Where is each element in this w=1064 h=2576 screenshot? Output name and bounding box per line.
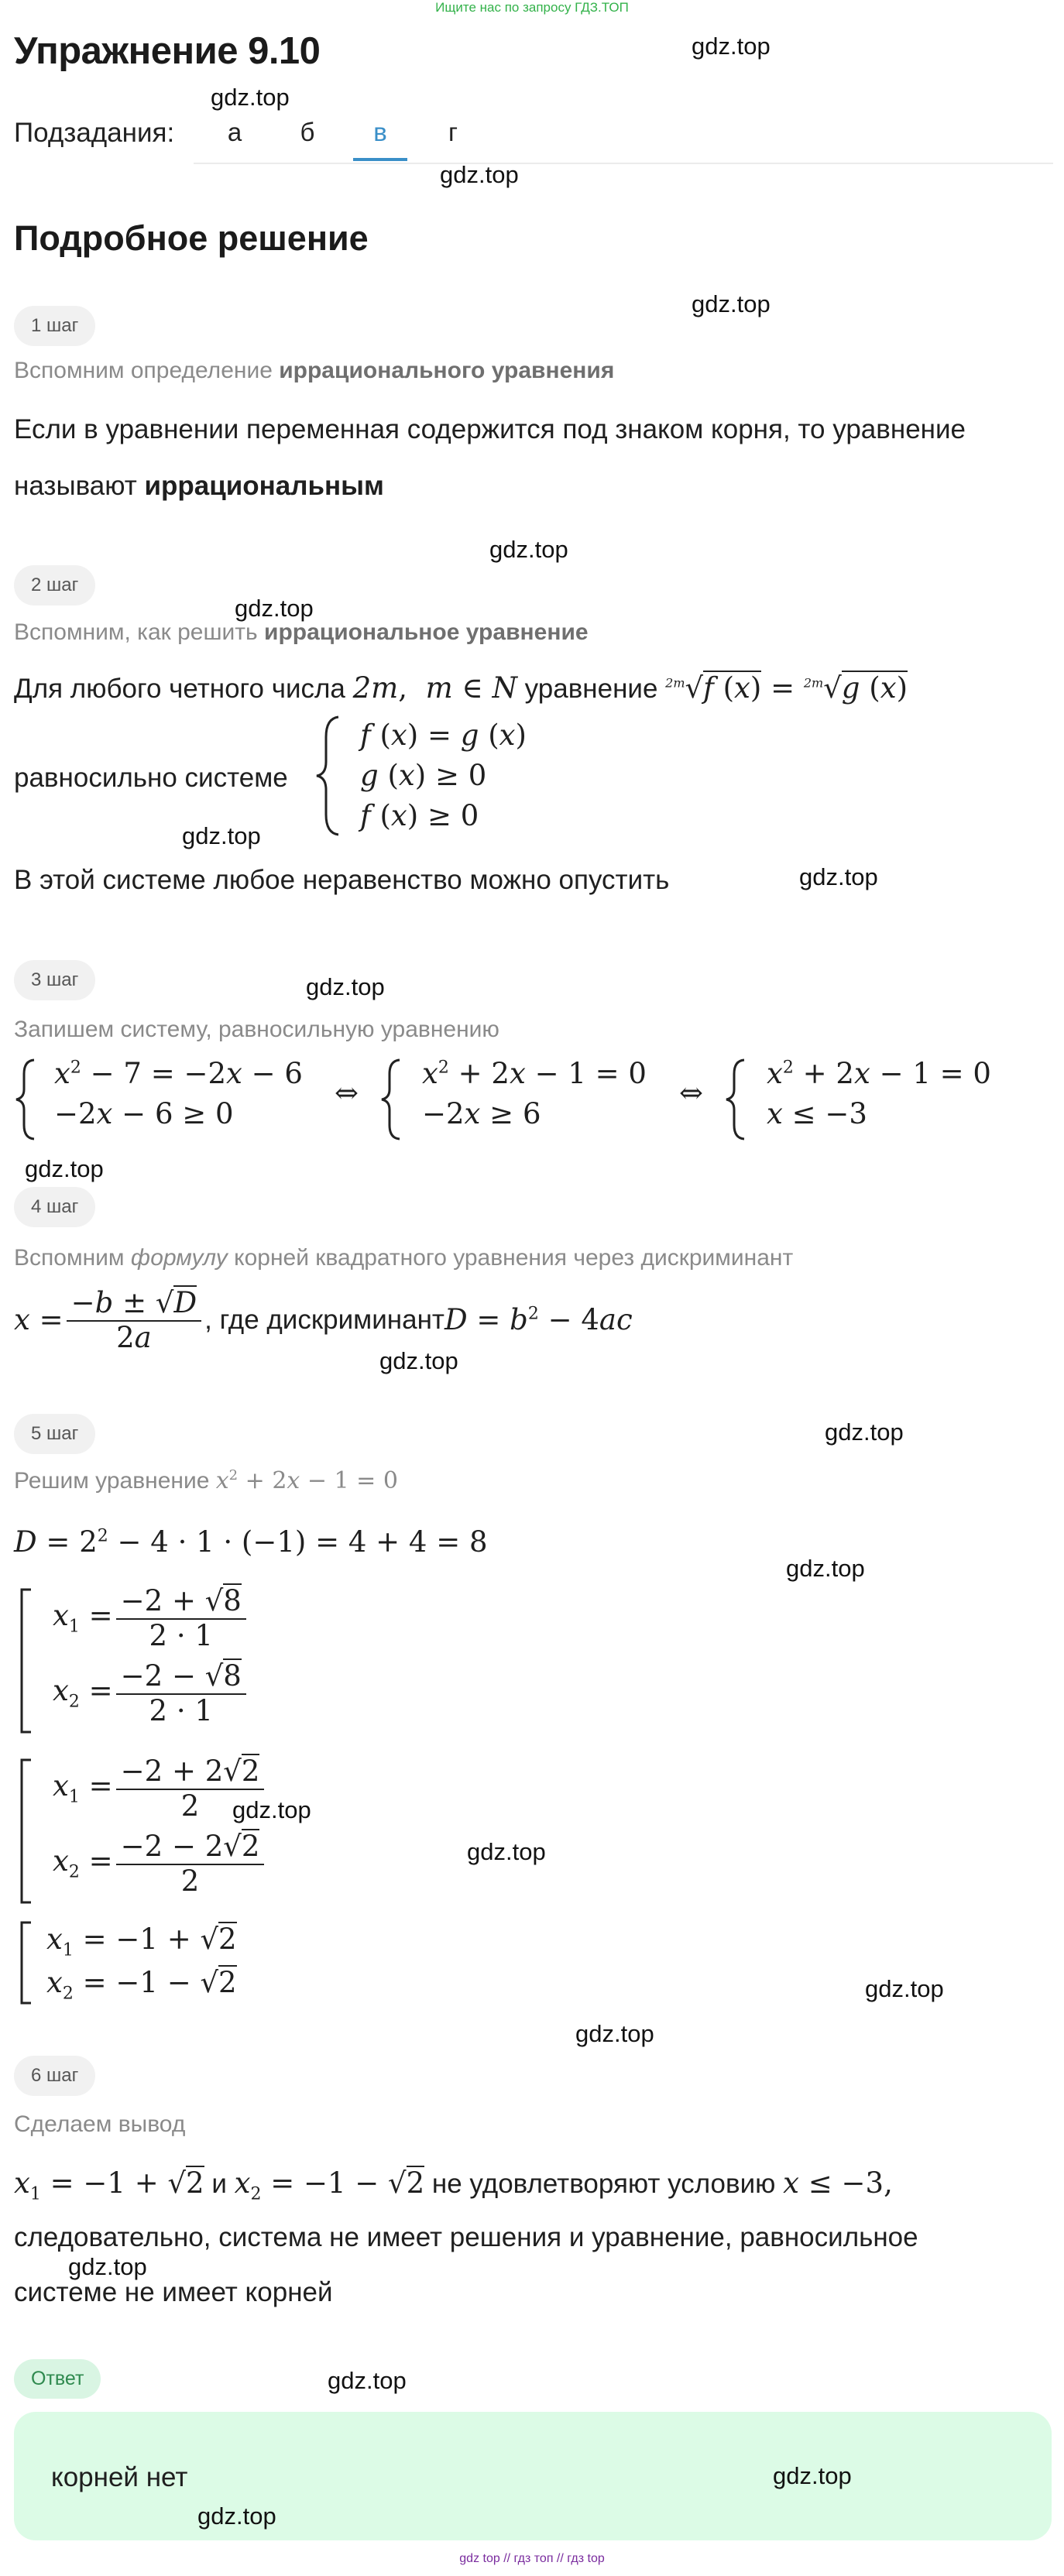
step-4-hint-italic: формулу: [130, 1245, 228, 1271]
step-3-sys3-eq-1: $x^2 + 2x - 1 = 0$: [767, 1057, 991, 1090]
step-1-badge: 1 шаг: [14, 306, 95, 346]
step-2-sys-eq-2: g (x) ≥ 0: [360, 759, 487, 792]
step-4-formula: [14, 1285, 633, 1354]
watermark: gdz.top: [786, 1555, 865, 1582]
watermark: gdz.top: [773, 2462, 852, 2489]
step-6-line-3: системе не имеет корней: [14, 2277, 333, 2307]
step-5-bracket-3: [19, 1920, 34, 2005]
step-5-root-2a: $x_2$ = $\frac{-2 - √8}{2 \cdot 1}$: [53, 1658, 249, 1727]
step-4-formula-text: , где дискриминант: [204, 1304, 444, 1335]
footer-links[interactable]: gdz top // гдз топ // гдз top: [459, 2552, 605, 2565]
answer-badge: Ответ: [14, 2359, 101, 2399]
step-6-x2: $x_2 = -1 - √2$: [234, 2166, 425, 2204]
step-6-condition: x ≤ −3,: [783, 2166, 893, 2200]
step-1-line-2-text: называют: [14, 471, 145, 501]
watermark: gdz.top: [68, 2253, 147, 2280]
step-4-hint-text: Вспомним: [14, 1245, 131, 1271]
step-3-hint: Запишем систему, равносильную уравнению: [14, 1017, 499, 1042]
step-2-hint-bold: иррациональное уравнение: [264, 619, 589, 645]
step-3-sys2-eq-1: $x^2 + 2x - 1 = 0$: [422, 1057, 647, 1090]
step-6-x1: $x_1 = -1 + √2$: [14, 2166, 204, 2204]
step-5-hint-equation: $x^2 + 2x - 1 = 0$: [215, 1467, 398, 1494]
step-5-root-1a: $x_1$ = $\frac{-2 + √8}{2 \cdot 1}$: [53, 1583, 249, 1652]
step-5-bracket-2: [19, 1758, 34, 1905]
step-3-equiv-2: ⇔: [679, 1076, 704, 1110]
step-3-equiv-1: ⇔: [335, 1076, 359, 1110]
watermark: gdz.top: [25, 1155, 104, 1182]
step-5-root-1b: $x_1$ = $\frac{-2 + 2√2}{2}$: [53, 1754, 267, 1823]
step-2-badge: 2 шаг: [14, 565, 95, 605]
step-4-discriminant: $D = b^2 - 4ac$: [444, 1303, 633, 1337]
watermark: gdz.top: [489, 536, 568, 563]
tab-a[interactable]: а: [227, 118, 242, 146]
step-6-line-1: [14, 2166, 893, 2204]
watermark: gdz.top: [328, 2367, 407, 2394]
watermark: gdz.top: [306, 973, 385, 1000]
step-5-discriminant-calc: $D = 2^2 - 4 \cdot 1 \cdot (-1) = 4 + 4 = 8$: [14, 1525, 488, 1559]
watermark: gdz.top: [825, 1418, 904, 1446]
step-3-brace-1: [14, 1057, 37, 1142]
watermark: gdz.top: [467, 1838, 546, 1865]
step-4-hint: [14, 1245, 793, 1271]
step-2-line-1-mid: уравнение: [517, 674, 666, 704]
watermark: gdz.top: [232, 1796, 311, 1823]
tab-v-active[interactable]: в: [353, 108, 407, 161]
step-6-badge: 6 шаг: [14, 2056, 95, 2096]
watermark: gdz.top: [440, 161, 519, 188]
step-3-sys3-eq-2: x ≤ −3: [767, 1097, 867, 1130]
step-3-sys1-eq-1: $x^2 - 7 = -2x - 6$: [54, 1057, 303, 1090]
step-5-root-2c: $x_2 = -1 - √2$: [46, 1966, 237, 2004]
step-1-hint: [14, 358, 614, 384]
step-2-line-1-text: Для любого четного числа: [14, 674, 353, 704]
watermark: gdz.top: [197, 2502, 276, 2530]
step-5-root-1c: $x_1 = -1 + √2$: [46, 1923, 237, 1960]
step-3-brace-2: [379, 1057, 403, 1142]
step-5-badge: 5 шаг: [14, 1414, 95, 1454]
step-2-root-equation: $^{2m}$√f (x) = $^{2m}$√g (x): [665, 671, 908, 705]
step-4-hint-post: корней квадратного уравнения через дискриминант: [227, 1245, 794, 1271]
step-6-line-2: следовательно, система не имеет решения и уравнение, равносильное: [14, 2222, 918, 2252]
top-ad-text[interactable]: Ищите нас по запросу ГДЗ.ТОП: [435, 0, 629, 15]
watermark: gdz.top: [692, 33, 771, 60]
watermark: gdz.top: [379, 1347, 458, 1374]
step-2-sys-eq-1: f (x) = g (x): [360, 719, 527, 752]
tabs-divider: [194, 163, 1053, 164]
step-1-line-2-bold: иррациональным: [144, 471, 384, 501]
step-5-root-2b: $x_2$ = $\frac{-2 - 2√2}{2}$: [53, 1829, 267, 1898]
section-title: Подробное решение: [14, 218, 369, 258]
step-2-line-1: [14, 671, 908, 705]
page-title: Упражнение 9.10: [14, 30, 321, 72]
step-1-hint-text: Вспомним определение: [14, 358, 280, 383]
step-6-and-word: и: [204, 2169, 235, 2199]
step-6-hint: Сделаем вывод: [14, 2111, 186, 2137]
step-4-x-eq: x =: [14, 1303, 63, 1337]
answer-text: корней нет: [51, 2462, 188, 2492]
step-3-sys1-eq-2: −2x − 6 ≥ 0: [54, 1097, 234, 1130]
subtasks-label: Подзадания:: [14, 118, 175, 148]
step-2-line-3: В этой системе любое неравенство можно опустить: [14, 865, 670, 895]
step-1-hint-bold: иррационального уравнения: [279, 358, 615, 383]
step-5-hint: [14, 1467, 398, 1494]
step-1-line-1: Если в уравнении переменная содержится под знаком корня, то уравнение: [14, 414, 966, 444]
step-2-system-brace: [314, 714, 342, 838]
tab-b[interactable]: б: [300, 118, 315, 146]
watermark: gdz.top: [211, 84, 290, 111]
step-3-badge: 3 шаг: [14, 960, 95, 1000]
watermark: gdz.top: [799, 863, 878, 890]
step-2-hint-text: Вспомним, как решить: [14, 619, 265, 645]
step-5-bracket-1: [19, 1587, 34, 1734]
step-6-not-satisfy: не удовлетворяют условию: [424, 2169, 784, 2199]
step-4-badge: 4 шаг: [14, 1187, 95, 1227]
watermark: gdz.top: [692, 290, 771, 317]
tab-g[interactable]: г: [448, 118, 458, 146]
step-4-fraction: $\frac{-b \pm √D}{2a}$: [67, 1285, 201, 1354]
step-2-hint: [14, 619, 589, 646]
watermark: gdz.top: [235, 595, 314, 622]
step-3-brace-3: [724, 1057, 747, 1142]
watermark: gdz.top: [865, 1975, 944, 2002]
watermark: gdz.top: [182, 822, 261, 849]
step-5-hint-text: Решим уравнение: [14, 1468, 216, 1494]
step-3-sys2-eq-2: −2x ≥ 6: [422, 1097, 541, 1130]
step-2-even-number: 2m, m ∈ N: [352, 671, 517, 705]
step-2-sys-eq-3: f (x) ≥ 0: [360, 799, 479, 832]
watermark: gdz.top: [575, 2020, 654, 2047]
step-2-line-2: равносильно системе: [14, 763, 288, 793]
step-1-line-2: [14, 471, 384, 502]
